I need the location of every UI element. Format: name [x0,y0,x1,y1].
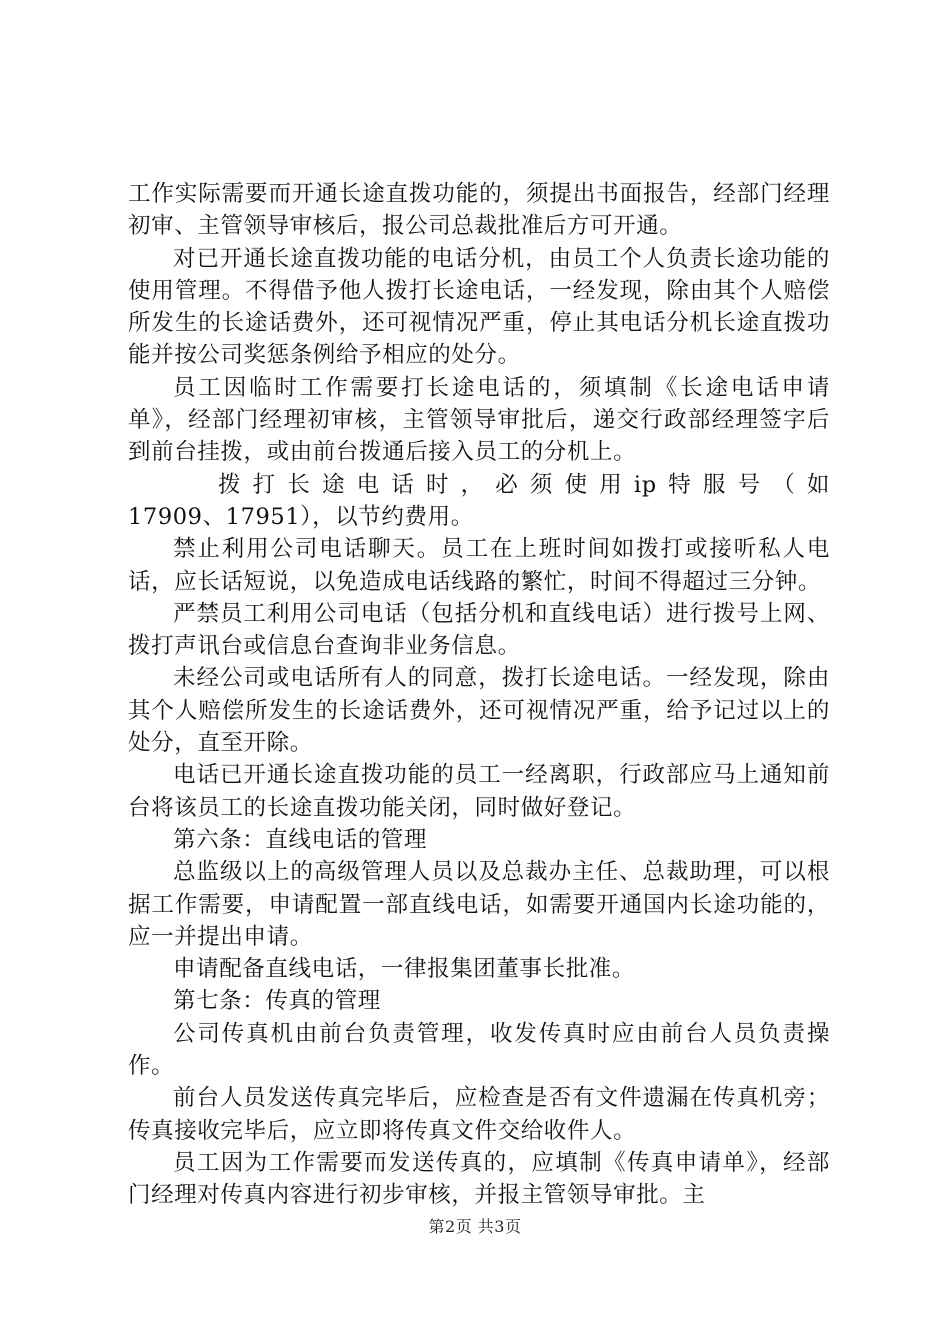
paragraph: 员工因为工作需要而发送传真的，应填制《传真申请单》，经部门经理对传真内容进行初步审核，并报主管领导审批。主 [128,1149,830,1209]
paragraph: 总监级以上的高级管理人员以及总裁办主任、总裁助理，可以根据工作需要，申请配置一部直线电话，如需要开通国内长途功能的，应一并提出申请。 [128,859,830,950]
page-number-footer: 第2页 共3页 [428,1217,522,1236]
paragraph: 拨打长途电话时，必须使用ip特服号（如 [218,471,830,498]
paragraph: 申请配备直线电话，一律报集团董事长批准。 [173,956,636,983]
paragraph: 电话已开通长途直拨功能的员工一经离职，行政部应马上通知前台将该员工的长途直拨功能关闭，同时做好登记。 [128,762,830,821]
paragraph: 严禁员工利用公司电话（包括分机和直线电话）进行拨号上网、拨打声讯台或信息台查询非业务信息。 [128,600,830,660]
document-body [128,178,830,1212]
section-heading: 第六条：直线电话的管理 [173,826,428,853]
paragraph: 工作实际需要而开通长途直拨功能的，须提出书面报告，经部门经理初审、主管领导审核后，报公司总裁批准后方可开通。 [128,181,830,240]
paragraph: 员工因临时工作需要打长途电话的，须填制《长途电话申请单》，经部门经理初审核，主管领导审批后，递交行政部经理签字后到前台挂拨，或由前台拨通后接入员工的分机上。 [128,374,830,466]
paragraph: 前台人员发送传真完毕后，应检查是否有文件遗漏在传真机旁；传真接收完毕后，应立即将传真文件交给收件人。 [128,1085,830,1144]
paragraph: 禁止利用公司电话聊天。员工在上班时间如拨打或接听私人电话，应长话短说，以免造成电话线路的繁忙，时间不得超过三分钟。 [128,536,830,595]
paragraph: 公司传真机由前台负责管理，收发传真时应由前台人员负责操作。 [128,1020,830,1080]
paragraph: 对已开通长途直拨功能的电话分机，由员工个人负责长途功能的使用管理。不得借予他人拨打长途电话，一经发现，除由其个人赔偿所发生的长途话费外，还可视情况严重，停止其电话分机长途直拨功能并按公司奖惩条例给予相应的处分。 [128,245,830,369]
section-heading: 第七条：传真的管理 [173,988,381,1015]
paragraph: 未经公司或电话所有人的同意，拨打长途电话。一经发现，除由其个人赔偿所发生的长途话费外，还可视情况严重，给予记过以上的处分，直至开除。 [128,665,830,757]
paragraph: 17909、17951），以节约费用。 [128,503,474,530]
